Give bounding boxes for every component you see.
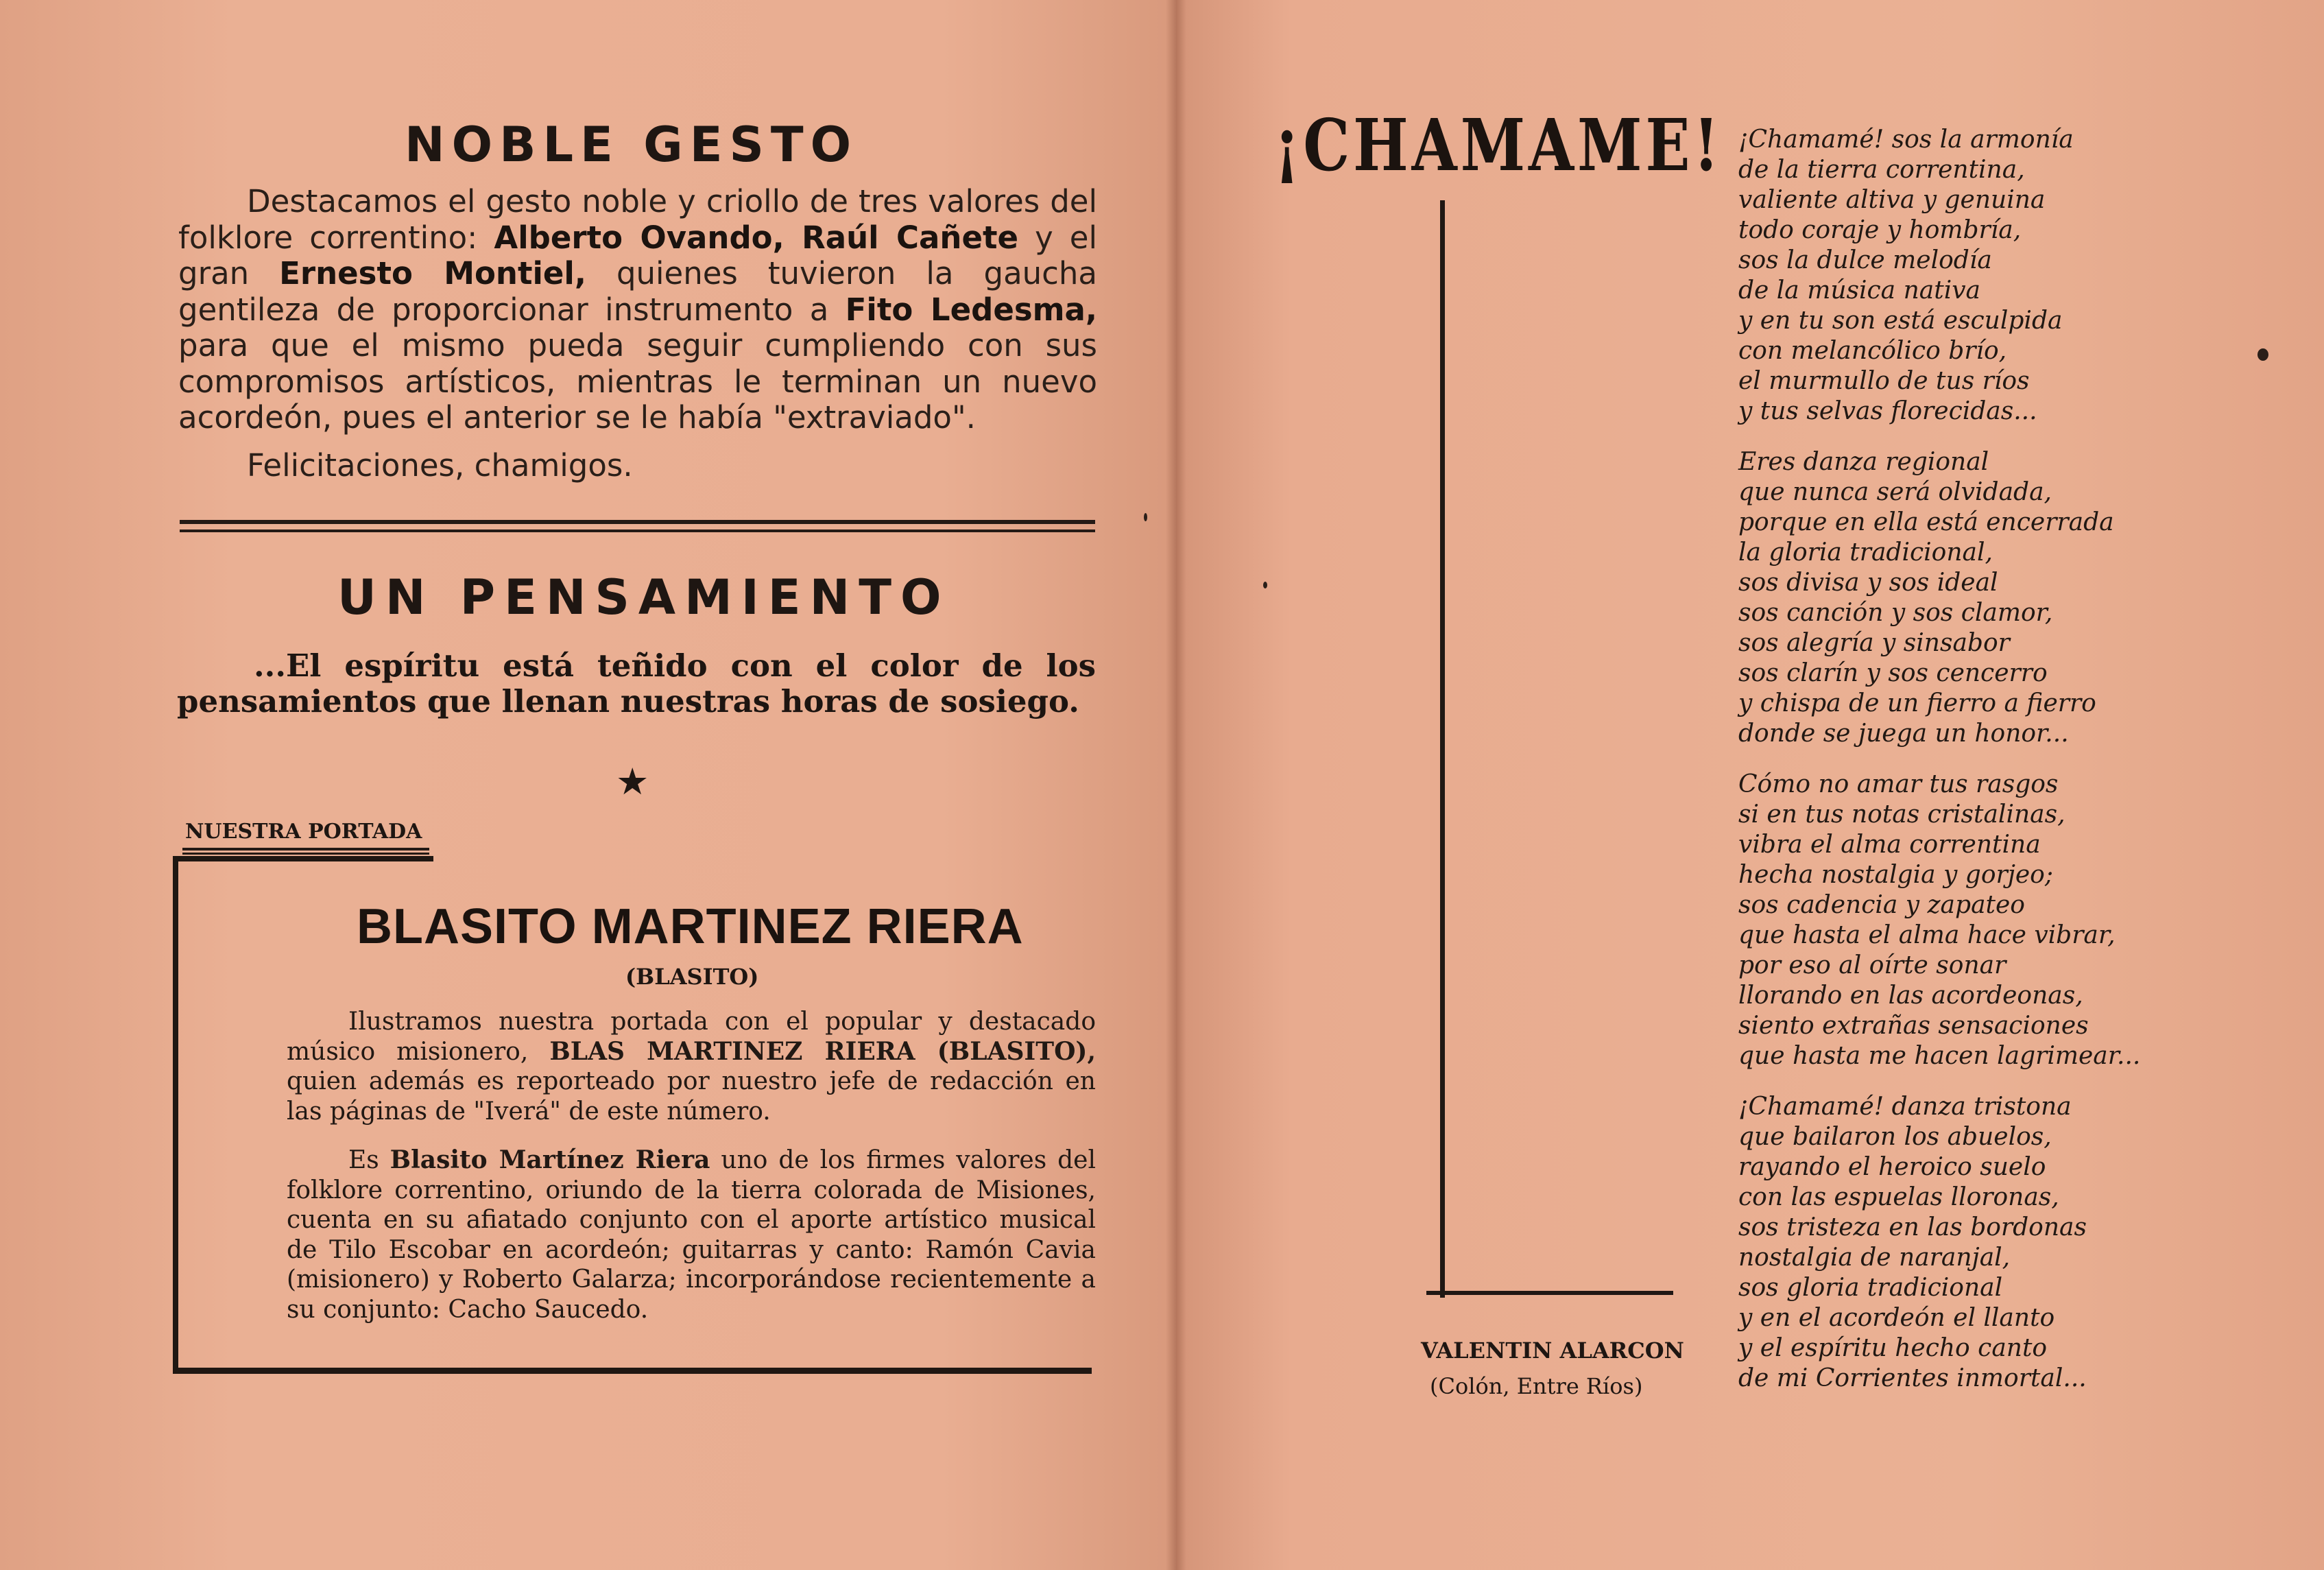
portada-p2-end: uno de los firmes valores del folklore correntino, oriundo de la tierra colorada de Misiones, cuenta en su afiatado conjunto con el aporte artístico musical de Tilo Escobar en acordeón; guitarras y canto: Ramón Cavia (misionero) y Roberto Galarza; incorporándose recientemente a su conjunto: Cacho Saucedo. [287,1146,1096,1324]
poem-line: de mi Corrientes inmortal... [1738,1364,2087,1392]
poem-line: sos divisa y sos ideal [1738,569,1998,597]
poem-line: rayando el heroico suelo [1738,1153,2046,1181]
poem-line: de la música nativa [1738,276,1981,305]
section-divider [180,520,1095,532]
poem-line: y el espíritu hecho canto [1738,1334,2048,1362]
poem-line: de la tierra correntina, [1738,156,2025,184]
poem-line: con las espuelas lloronas, [1738,1183,2059,1211]
poem-stanza-1 [1738,125,2205,427]
poem-line: nostalgia de naranjal, [1738,1244,2011,1272]
noble-gesto-title: NOBLE GESTO [405,117,859,173]
poem-author-place: (Colón, Entre Ríos) [1430,1373,1643,1399]
poem-stanza-3 [1738,770,2205,1071]
poem-line: vibra el alma correntina [1738,831,2041,859]
noble-name-3: Fito Ledesma, [845,291,1097,328]
poem-line: y tus selvas florecidas... [1738,397,2037,425]
poem-line: valiente altiva y genuina [1738,186,2046,214]
portada-p1-bold: BLAS MARTINEZ RIERA (BLASITO), [549,1036,1096,1066]
chamame-title: ¡CHAMAME! [1274,103,1723,187]
poem-line: por eso al oírte sonar [1738,951,2006,979]
portada-p2-intro: Es [348,1146,390,1174]
poem-line: sos canción y sos clamor, [1738,599,2053,627]
paper-speck [1144,513,1147,521]
noble-body-mid: quienes tuvieron la gaucha gentileza de proporcionar instrumento a [178,255,1098,328]
blasito-subtitle: (BLASITO) [625,964,759,990]
noble-and-the: y el gran [178,219,1097,292]
poem-line: la gloria tradicional, [1738,538,1993,567]
poem-line: sos la dulce melodía [1738,246,1992,274]
star-icon: ★ [616,760,649,803]
poem-stanza-2 [1738,447,2205,749]
poem-line: sos clarín y sos cencerro [1738,659,2048,687]
poem-line: con melancólico brío, [1738,337,2007,365]
poem-line: ¡Chamamé! danza tristona [1738,1093,2072,1121]
noble-body-intro: Destacamos el gesto noble y criollo de tres valores del folklore correntino: [178,183,1097,256]
poem-line: si en tus notas cristalinas, [1738,800,2065,829]
portada-paragraph-2 [287,1145,1096,1324]
poem-line: sos cadencia y zapateo [1738,891,2025,919]
portada-p2-bold: Blasito Martínez Riera [390,1145,710,1174]
poem-line: Cómo no amar tus rasgos [1738,770,2059,798]
poem-line: que bailaron los abuelos, [1738,1123,2052,1151]
poem-line: donde se juega un honor... [1738,719,2069,748]
poem-line: sos alegría y sinsabor [1738,629,2010,657]
noble-name-2: Ernesto Montiel, [279,255,586,292]
poem-author: VALENTIN ALARCON [1421,1337,1684,1364]
poem-line: que nunca será olvidada, [1738,478,2052,506]
portada-p1-end: quien además es reporteado por nuestro jefe de redacción en las páginas de "Iverá" de este número. [287,1067,1096,1126]
poem [1738,125,2205,1414]
blasito-title: BLASITO MARTINEZ RIERA [357,899,1024,954]
paper-speck [2257,348,2268,361]
portada-paragraph-1 [287,1007,1096,1126]
poem-line: siento extrañas sensaciones [1738,1012,2089,1040]
poem-line: y en el acordeón el llanto [1738,1304,2055,1332]
poem-line: sos gloria tradicional [1738,1274,2003,1302]
nuestra-portada-label: NUESTRA PORTADA [185,820,422,844]
poem-line: porque en ella está encerrada [1738,508,2114,536]
poem-line: Eres danza regional [1738,448,1989,476]
paper-speck [1263,582,1267,588]
pensamiento-title: UN PENSAMIENTO [337,569,950,626]
poem-line: llorando en las acordeonas, [1738,982,2083,1010]
pensamiento-body: ...El espíritu está teñido con el color de los pensamientos que llenan nuestras horas de sosiego. [177,647,1096,719]
poem-line: que hasta el alma hace vibrar, [1738,921,2116,949]
poem-line: que hasta me hacen lagrimear... [1738,1042,2141,1070]
poem-line: y en tu son está esculpida [1738,307,2063,335]
noble-gesto-closing: Felicitaciones, chamigos. [247,447,633,484]
horizontal-rule [1426,1291,1673,1295]
poem-line: hecha nostalgia y gorjeo; [1738,861,2053,889]
poem-line: todo coraje y hombría, [1738,216,2022,244]
poem-line: y chispa de un fierro a fierro [1738,689,2096,717]
noble-body-end: para que el mismo pueda seguir cumpliendo con sus compromisos artísticos, mientras le terminan un nuevo acordeón, pues el anterior se le había "extraviado". [178,327,1097,436]
portada-p1-intro: Ilustramos nuestra portada con el popular y destacado músico misionero, [287,1008,1096,1066]
poem-line: ¡Chamamé! sos la armonía [1738,126,2074,154]
poem-line: sos tristeza en las bordonas [1738,1213,2087,1241]
poem-stanza-4 [1738,1092,2205,1394]
poem-line: el murmullo de tus ríos [1738,367,2030,395]
noble-gesto-body [178,184,1097,436]
page-gutter [1166,0,1186,1570]
portada-label-underline [182,848,429,855]
vertical-rule [1440,200,1445,1298]
noble-name-1: Alberto Ovando, Raúl Cañete [494,219,1019,256]
